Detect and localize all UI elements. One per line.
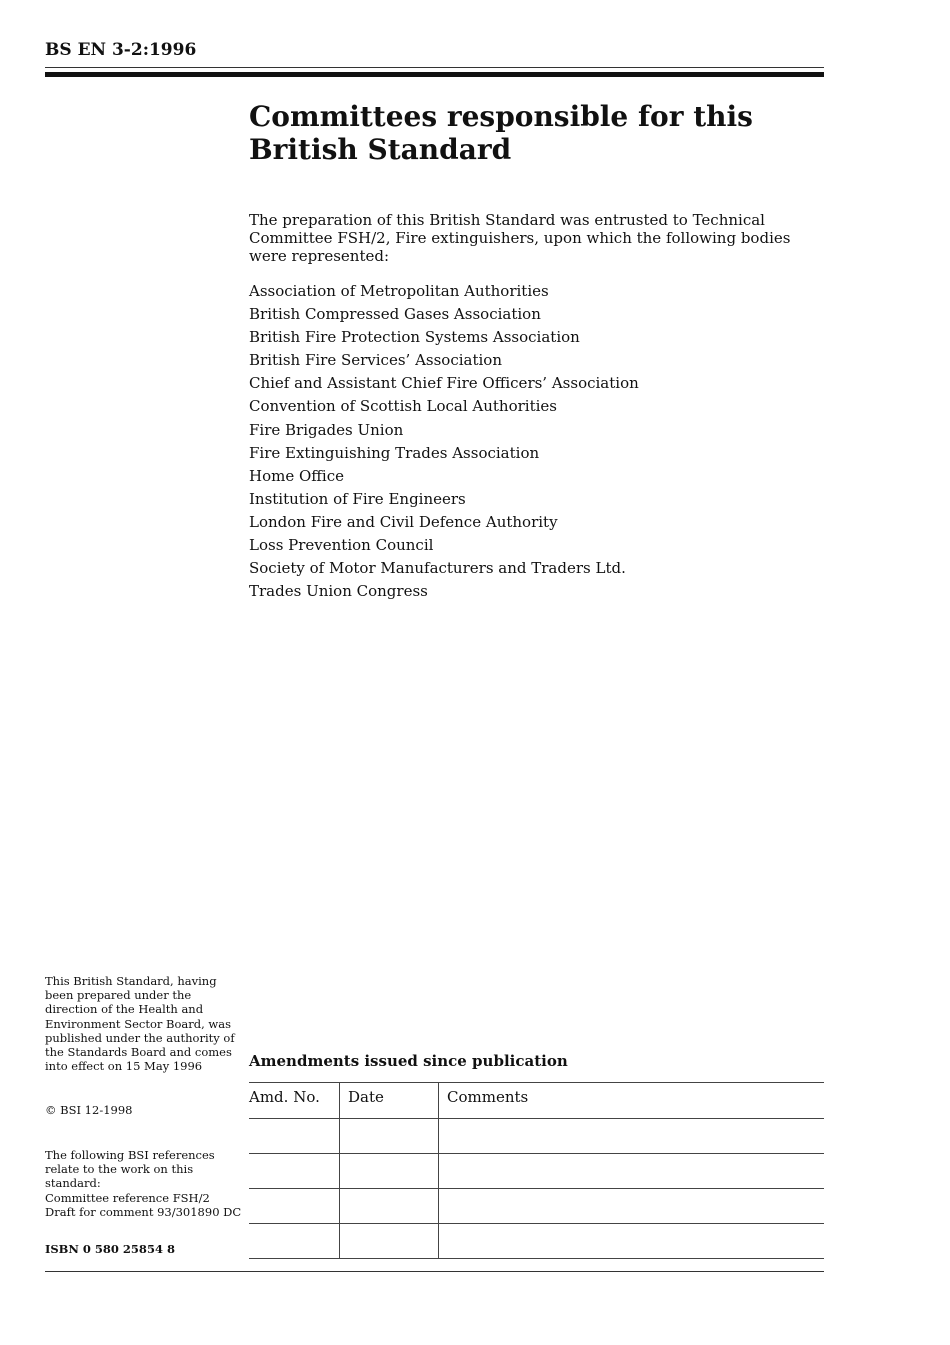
table-cell [439, 1154, 825, 1189]
table-cell [249, 1189, 340, 1224]
table-cell [439, 1224, 825, 1259]
table-row [249, 1189, 824, 1224]
amendments-title: Amendments issued since publication [249, 1052, 568, 1070]
list-item: British Compressed Gases Association [249, 305, 541, 324]
publication-note: This British Standard, having been prepared under the direction of the Health and Environment Sector Board, was published under the authority of the Standards Board and comes into effect on 15 May 1996 [45, 974, 235, 1074]
column-header-date: Date [340, 1083, 439, 1119]
list-item: London Fire and Civil Defence Authority [249, 512, 558, 531]
table-row [249, 1119, 824, 1154]
list-item: Fire Brigades Union [249, 420, 404, 439]
table-header-row [249, 1083, 824, 1119]
list-item: Trades Union Congress [249, 582, 428, 601]
list-item: Society of Motor Manufacturers and Traders Ltd. [249, 559, 626, 578]
table-cell [340, 1154, 439, 1189]
list-item: Home Office [249, 466, 345, 485]
page-title: Committees responsible for this British Standard [249, 100, 753, 166]
table-cell [249, 1154, 340, 1189]
references-intro: The following BSI references relate to the work on this standard: [45, 1148, 215, 1191]
table-cell [439, 1119, 825, 1154]
list-item: Convention of Scottish Local Authorities [249, 397, 557, 416]
header-rule-thin [45, 67, 824, 68]
table-cell [340, 1189, 439, 1224]
table-cell [249, 1119, 340, 1154]
list-item: Loss Prevention Council [249, 536, 434, 555]
column-header-amd-no: Amd. No. [249, 1083, 340, 1119]
header-rule-thick [45, 72, 824, 77]
amendments-table [249, 1082, 824, 1259]
table-row [249, 1224, 824, 1259]
list-item: Chief and Assistant Chief Fire Officers’ Association [249, 374, 639, 393]
footer-rule [45, 1271, 824, 1272]
document-id: BS EN 3-2:1996 [45, 40, 197, 60]
member-bodies-list [249, 280, 639, 603]
list-item: Association of Metropolitan Authorities [249, 282, 549, 300]
table-cell [439, 1189, 825, 1224]
list-item: Institution of Fire Engineers [249, 489, 466, 508]
table-row [249, 1154, 824, 1189]
list-item: Fire Extinguishing Trades Association [249, 443, 540, 462]
intro-paragraph: The preparation of this British Standard was entrusted to Technical Committee FSH/2, Fire extinguishers, upon which the following bodies were represented: [249, 211, 791, 265]
table-cell [340, 1224, 439, 1259]
table-cell [249, 1224, 340, 1259]
list-item: British Fire Services’ Association [249, 351, 502, 370]
isbn: ISBN 0 580 25854 8 [45, 1242, 175, 1256]
draft-reference: Draft for comment 93/301890 DC [45, 1205, 242, 1219]
copyright-note: © BSI 12-1998 [45, 1103, 133, 1117]
table-cell [340, 1119, 439, 1154]
list-item: British Fire Protection Systems Association [249, 328, 580, 347]
column-header-comments: Comments [439, 1083, 825, 1119]
committee-reference: Committee reference FSH/2 [45, 1191, 210, 1205]
